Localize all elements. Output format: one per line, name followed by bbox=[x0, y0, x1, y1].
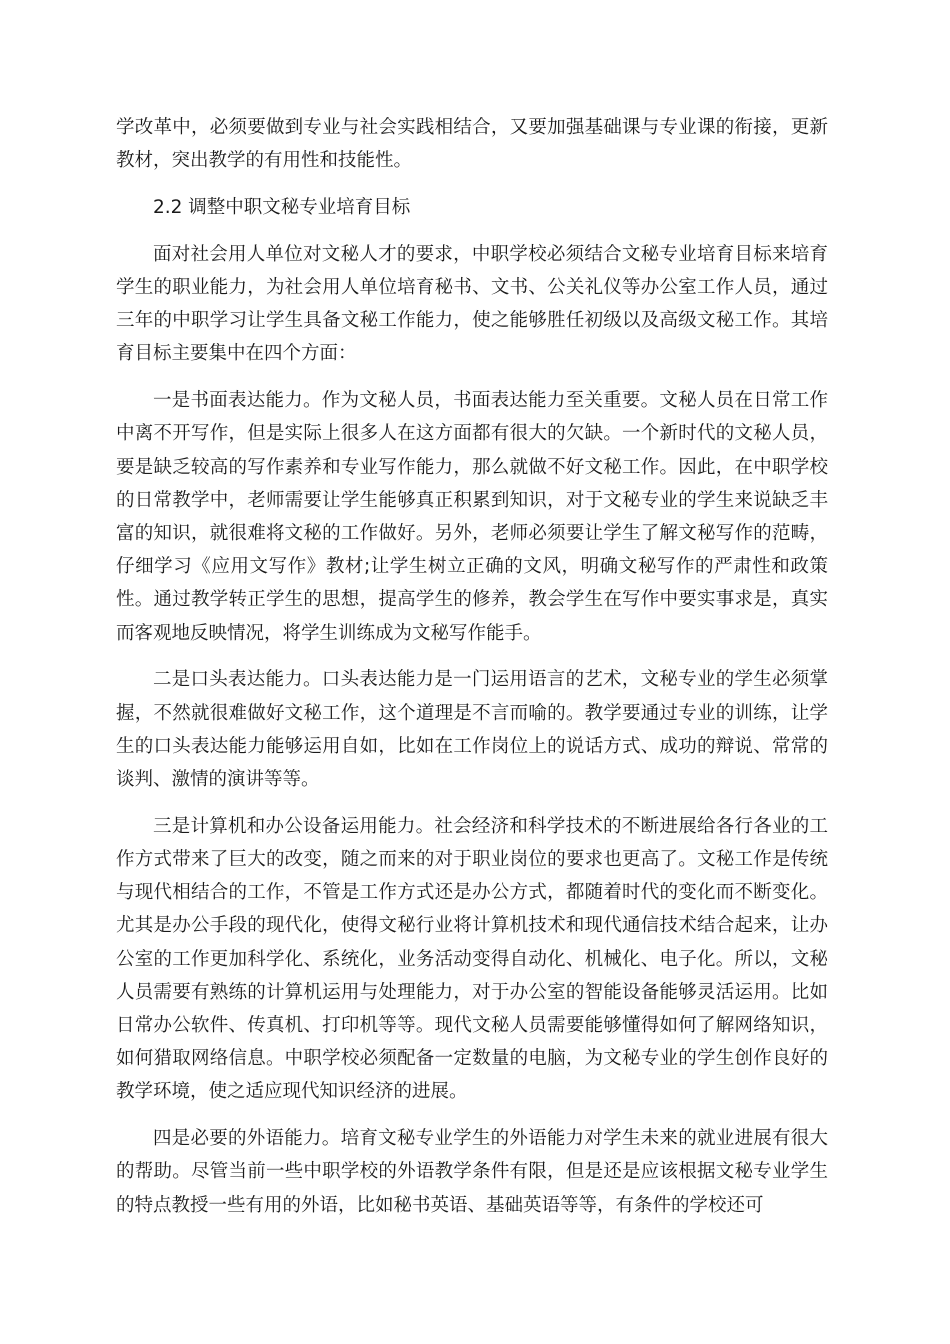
paragraph-spacer bbox=[116, 796, 828, 810]
paragraph-foreign-language: 四是必要的外语能力。培育文秘专业学生的外语能力对学生未来的就业进展有很大的帮助。尽管当前一些中职学校的外语教学条件有限，但是还是应该根据文秘专业学生的特点教授一些有用的外语，比如秘书英语、基础英语等等，有条件的学校还可 bbox=[116, 1128, 828, 1216]
paragraph-written-expression: 一是书面表达能力。作为文秘人员，书面表达能力至关重要。文秘人员在日常工作中离不开写作，但是实际上很多人在这方面都有很大的欠缺。一个新时代的文秘人员，要是缺乏较高的写作素养和专业写作能力，那么就做不好文秘工作。因此，在中职学校的日常教学中，老师需要让学生能够真正积累到知识，对于文秘专业的学生来说缺乏丰富的知识，就很难将文秘的工作做好。另外，老师必须要让学生了解文秘写作的范畴，仔细学习《应用文写作》教材;让学生树立正确的文风，明确文秘写作的严肃性和政策性。通过教学转正学生的思想，提高学生的修养，教会学生在写作中要实事求是，真实而客观地反映情况，将学生训练成为文秘写作能手。 bbox=[116, 390, 828, 644]
paragraph-intro: 面对社会用人单位对文秘人才的要求，中职学校必须结合文秘专业培育目标来培育学生的职业能力，为社会用人单位培育秘书、文书、公关礼仪等办公室工作人员，通过三年的中职学习让学生具备文秘工作能力，使之能够胜任初级以及高级文秘工作。其培育目标主要集中在四个方面： bbox=[116, 243, 828, 365]
paragraph-spacer bbox=[116, 224, 828, 238]
paragraph-spacer bbox=[116, 1109, 828, 1123]
section-heading: 2.2 调整中职文秘专业培育目标 bbox=[153, 197, 411, 218]
paragraph-spacer bbox=[116, 371, 828, 385]
paragraph-computer-skills: 三是计算机和办公设备运用能力。社会经济和科学技术的不断进展给各行各业的工作方式带来了巨大的改变，随之而来的对于职业岗位的要求也更高了。文秘工作是传统与现代相结合的工作，不管是工作方式还是办公方式，都随着时代的变化而不断变化。尤其是办公手段的现代化，使得文秘行业将计算机技术和现代通信技术结合起来，让办公室的工作更加科学化、系统化，业务活动变得自动化、机械化、电子化。所以，文秘人员需要有熟练的计算机运用与处理能力，对于办公室的智能设备能够灵活运用。比如日常办公软件、传真机、打印机等等。现代文秘人员需要能够懂得如何了解网络知识，如何猎取网络信息。中职学校必须配备一定数量的电脑，为文秘专业的学生创作良好的教学环境，使之适应现代知识经济的进展。 bbox=[116, 815, 828, 1103]
paragraph-spacer bbox=[116, 177, 828, 191]
paragraph-continuation: 学改革中，必须要做到专业与社会实践相结合，又要加强基础课与专业课的衔接，更新教材，突出教学的有用性和技能性。 bbox=[116, 117, 828, 172]
paragraph-spacer bbox=[116, 650, 828, 664]
document-body bbox=[116, 111, 828, 1222]
paragraph-oral-expression: 二是口头表达能力。口头表达能力是一门运用语言的艺术，文秘专业的学生必须掌握，不然就很难做好文秘工作，这个道理是不言而喻的。教学要通过专业的训练，让学生的口头表达能力能够运用自如，比如在工作岗位上的说话方式、成功的辩说、常常的谈判、激情的演讲等等。 bbox=[116, 669, 828, 791]
